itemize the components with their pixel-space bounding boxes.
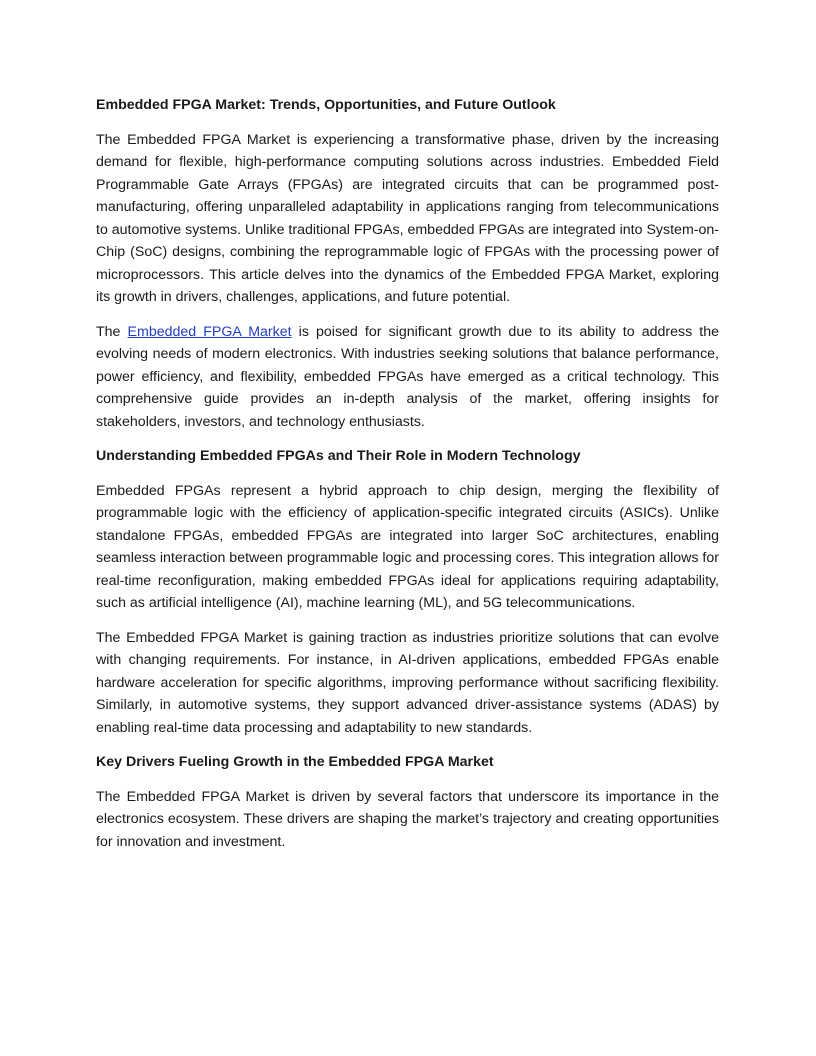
document-title: Embedded FPGA Market: Trends, Opportunities, and Future Outlook (96, 97, 556, 113)
section1-paragraph1: Embedded FPGAs represent a hybrid approach to chip design, merging the flexibility of programmable logic with the efficiency of application-specific integrated circuits (ASICs). Unlike standalone FPGAs, embedded FPGAs are integrated into larger SoC architectures, enabling seamless interaction between programmable logic and processing cores. This integration allows for real-time reconfiguration, making embedded FPGAs ideal for applications requiring adaptability, such as artificial intelligence (AI), machine learning (ML), and 5G telecommunications. (96, 482, 719, 611)
paragraph-prefix: The (96, 323, 128, 340)
section1-paragraph2: The Embedded FPGA Market is gaining traction as industries prioritize solutions that can evolve with changing requirements. For instance, in AI-driven applications, embedded FPGAs enable hardware acceleration for specific algorithms, improving performance without sacrificing flexibility. Similarly, in automotive systems, they support advanced driver-assistance systems (ADAS) by enabling real-time data processing and adaptability to new standards. (96, 629, 719, 736)
intro-paragraph: The Embedded FPGA Market is experiencing a transformative phase, driven by the increasing demand for flexible, high-performance computing solutions across industries. Embedded Field Programmable Gate Arrays (FPGAs) are integrated circuits that can be programmed post-manufacturing, offering unparalleled adaptability in applications ranging from telecommunications to automotive systems. Unlike traditional FPGAs, embedded FPGAs are integrated into System-on-Chip (SoC) designs, combining the reprogrammable logic of FPGAs with the processing power of microprocessors. This article delves into the dynamics of the Embedded FPGA Market, exploring its growth in drivers, challenges, applications, and future potential. (96, 131, 719, 305)
paragraph-suffix: is poised for significant growth due to its ability to address the evolving needs of modern electronics. With industries seeking solutions that balance performance, power efficiency, and flexibility, embedded FPGAs have emerged as a critical technology. This comprehensive guide provides an in-depth analysis of the market, offering insights for stakeholders, investors, and technology enthusiasts. (96, 323, 720, 430)
section-heading-key-drivers: Key Drivers Fueling Growth in the Embedded FPGA Market (96, 754, 494, 770)
embedded-fpga-market-link[interactable]: Embedded FPGA Market (127, 323, 292, 340)
section2-paragraph1: The Embedded FPGA Market is driven by several factors that underscore its importance in the electronics ecosystem. These drivers are shaping the market’s trajectory and creating opportunities for innovation and investment. (96, 788, 719, 850)
section-heading-understanding: Understanding Embedded FPGAs and Their Role in Modern Technology (96, 448, 581, 464)
document-page (96, 94, 719, 865)
market-overview-paragraph (96, 321, 719, 434)
